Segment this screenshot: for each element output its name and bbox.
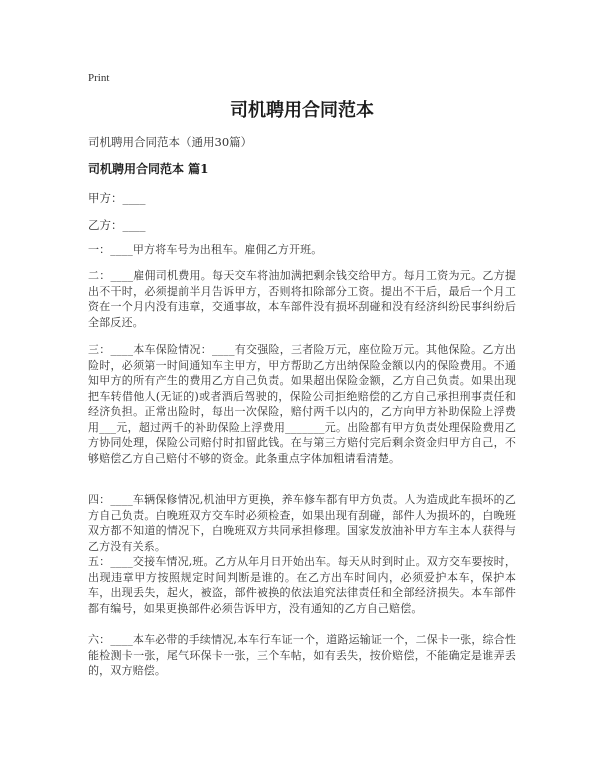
clause-6: 六：____本车必带的手续情况,本车行车证一个，道路运输证一个，二保卡一张，综合性能检测卡一张，尾气环保卡一张，三个车帖，如有丢失，按价赔偿，不能确定是谁弄丢的，双方赔偿。	[88, 633, 516, 677]
clause-3: 三：____本车保险情况：____有交强险，三者险万元，座位险万元。其他保险。乙方出险时，必须第一时间通知车主甲方，甲方帮助乙方出纳保险金额以内的保险费用。不通知甲方的所有产生的费用乙方自己负责。如果超出保险金额，乙方自己负责。如果出现把车转借他人(无证的)或者酒后驾驶的，保险公司拒绝赔偿的乙方自己承担刑事责任和经济负担。正常出险时，每出一次保险，赔付两千以内的，乙方向甲方补助保险上浮费用___元，超过两千的补助保险上浮费用_______元。出险都有甲方负责处理保险费用乙方协同处理，保险公司赔付时扣留此钱。在与第三方赔付完后剩余资金归甲方自己，不够赔偿乙方自己赔付不够的资金。此条重点字体加粗请看清楚。	[88, 343, 516, 465]
clause-5: 五：____交接车情况,班。乙方从年月日开始出车。每天从时到时止。双方交车要按时，出现违章甲方按照规定时间判断是谁的。在乙方出车时间内，必须爱护本车，保护本车，出现丢失，起火，被盗，部件被换的依法追究法律责任和全部经济损失。本车部件都有编号，如果更换部件必须告诉甲方，没有通知的乙方自己赔偿。	[88, 555, 516, 615]
clause-2: 二：____雇佣司机费用。每天交车将油加满把剩余钱交给甲方。每月工资为元。乙方提出不干时，必须提前半月告诉甲方，否则将扣除部分工资。提出不干后，最后一个月工资在一个月内没有违章，交通事故，本车部件没有损坏刮碰和没有经济纠纷民事纠纷后全部反还。	[88, 269, 516, 329]
party-a-line: 甲方：____	[88, 191, 146, 205]
document-title: 司机聘用合同范本	[230, 100, 374, 121]
clause-1: 一：____甲方将车号为出租车。雇佣乙方开班。	[88, 243, 323, 256]
party-b-line: 乙方：____	[88, 218, 146, 232]
section-heading: 司机聘用合同范本 篇1	[88, 162, 209, 176]
print-link[interactable]: Print	[88, 72, 110, 84]
document-subtitle: 司机聘用合同范本（通用30篇）	[88, 135, 253, 149]
clause-4: 四：____车辆保修情况,机油甲方更换，养车修车都有甲方负责。人为造成此车损坏的乙方自己负责。白晚班双方交车时必须检查，如果出现有刮碰，部件人为损坏的，白晚班双方都不知道的情况下，白晚班双方共同承担修理。国家发放油补甲方车主本人获得与乙方没有关系。	[88, 493, 516, 553]
